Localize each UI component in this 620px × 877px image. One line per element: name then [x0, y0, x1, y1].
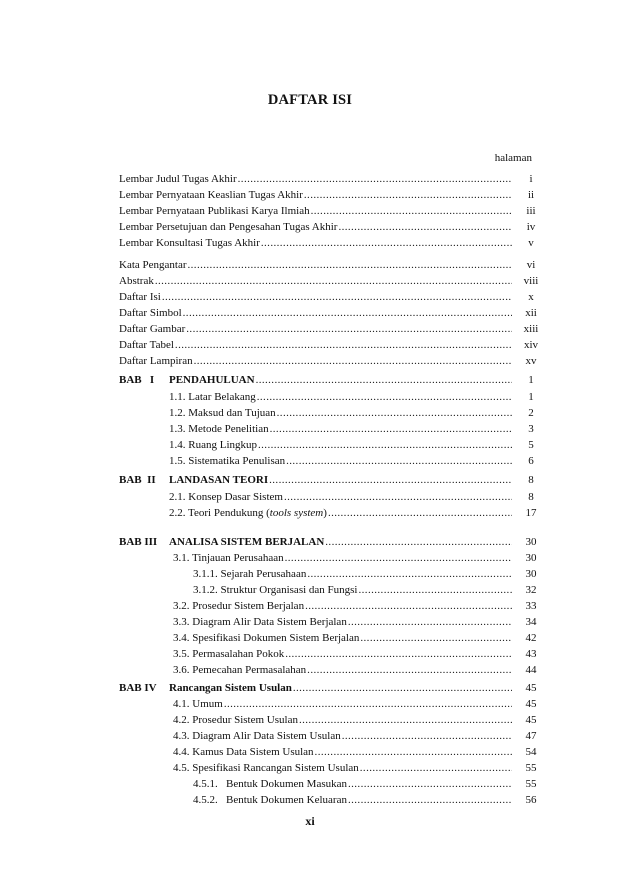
toc-row: [119, 761, 546, 775]
toc-entry-text: 3.1. Tinjauan Perusahaan: [173, 552, 284, 564]
toc-row: [119, 506, 546, 520]
toc-page-number: 30: [525, 568, 537, 580]
toc-entry-text: 4.3. Diagram Alir Data Sistem Usulan: [173, 730, 341, 742]
toc-page-number: 33: [525, 600, 537, 612]
toc-row: [119, 697, 546, 711]
toc-entry-text: Abstrak: [119, 275, 154, 287]
dot-leader: [307, 567, 512, 581]
dot-leader: [269, 473, 512, 487]
dot-leader: [348, 777, 512, 791]
toc-entry-text: 3.3. Diagram Alir Data Sistem Berjalan: [173, 616, 347, 628]
toc-page-number: 30: [525, 536, 537, 548]
toc-page-number: i: [529, 173, 533, 185]
dot-leader: [360, 761, 512, 775]
toc-row: [119, 713, 546, 727]
dot-leader: [270, 422, 512, 436]
toc-page-number: xv: [525, 355, 537, 367]
toc-page-number: 55: [525, 762, 537, 774]
toc-entry-text: Lembar Konsultasi Tugas Akhir: [119, 237, 260, 249]
dot-leader: [285, 551, 512, 565]
toc-entry-text: 2.1. Konsep Dasar Sistem: [169, 491, 283, 503]
page-title: DAFTAR ISI: [267, 92, 353, 108]
toc-page-number: 34: [525, 616, 537, 628]
toc-chapter-row: [119, 473, 546, 487]
toc-entry-text: 4.5.1. Bentuk Dokumen Masukan: [193, 778, 347, 790]
dot-leader: [277, 406, 512, 420]
toc-chapter-row: [119, 681, 546, 695]
toc-entry-text: 3.1.2. Struktur Organisasi dan Fungsi: [193, 584, 358, 596]
dot-leader: [194, 354, 512, 368]
dot-leader: [183, 306, 512, 320]
toc-row: [119, 354, 546, 368]
dot-leader: [162, 290, 512, 304]
dot-leader: [304, 188, 512, 202]
toc-page-number: iv: [526, 221, 536, 233]
toc-entry-text: 3.1.1. Sejarah Perusahaan: [193, 568, 307, 580]
toc-entry-text: 4.4. Kamus Data Sistem Usulan: [173, 746, 314, 758]
toc-row: [119, 551, 546, 565]
toc-entry-text: Daftar Lampiran: [119, 355, 193, 367]
dot-leader: [256, 373, 512, 387]
toc-page-number: xiii: [523, 323, 539, 335]
chapter-label: BAB III: [119, 536, 158, 548]
toc-page-number: iii: [526, 205, 536, 217]
toc-row: [119, 322, 546, 336]
toc-row: [119, 188, 546, 202]
dot-leader: [307, 663, 512, 677]
toc-entry-text: LANDASAN TEORI: [169, 474, 269, 486]
toc-page-number: 6: [528, 455, 534, 467]
toc-row: [119, 220, 546, 234]
toc-entry-text: Daftar Tabel: [119, 339, 174, 351]
toc-page-number: vi: [526, 259, 536, 271]
dot-leader: [342, 729, 512, 743]
toc-entry-text: 4.5.2. Bentuk Dokumen Keluaran: [193, 794, 347, 806]
toc-entry-text: ANALISA SISTEM BERJALAN: [169, 536, 325, 548]
toc-entry-text: Daftar Gambar: [119, 323, 186, 335]
toc-entry-text: Daftar Isi: [119, 291, 161, 303]
toc-entry-text: Daftar Simbol: [119, 307, 182, 319]
dot-leader: [359, 583, 513, 597]
toc-row: [119, 599, 546, 613]
toc-page-number: 32: [525, 584, 537, 596]
toc-chapter-row: [119, 535, 546, 549]
dot-leader: [257, 390, 512, 404]
toc-page-number: 5: [528, 439, 534, 451]
toc-entry-text: Rancangan Sistem Usulan: [169, 682, 292, 694]
toc-row: [119, 777, 546, 791]
toc-entry-text: 1.2. Maksud dan Tujuan: [169, 407, 276, 419]
toc-page-number: 8: [528, 491, 534, 503]
dot-leader: [311, 204, 512, 218]
toc-page-number: 8: [528, 474, 534, 486]
toc-entry-text: Lembar Persetujuan dan Pengesahan Tugas Akhir: [119, 221, 338, 233]
toc-row: [119, 390, 546, 404]
toc-entry-text: 3.5. Permasalahan Pokok: [173, 648, 285, 660]
toc-row: [119, 454, 546, 468]
toc-row: [119, 438, 546, 452]
toc-entry-text: 4.5. Spesifikasi Rancangan Sistem Usulan: [173, 762, 359, 774]
toc-page-number: 44: [525, 664, 537, 676]
page-column-header: halaman: [494, 152, 532, 164]
toc-entry-text: 4.1. Umum: [173, 698, 223, 710]
page-number: xi: [305, 814, 315, 828]
dot-leader: [286, 454, 512, 468]
dot-leader: [188, 258, 513, 272]
toc-row: [119, 290, 546, 304]
toc-page-number: 1: [528, 374, 534, 386]
toc-page-number: 1: [528, 391, 534, 403]
toc-entry-text: 3.4. Spesifikasi Dokumen Sistem Berjalan: [173, 632, 360, 644]
toc-entry-text: 3.6. Pemecahan Permasalahan: [173, 664, 307, 676]
toc-page-number: xii: [525, 307, 537, 319]
toc-page-number: 42: [525, 632, 537, 644]
dot-leader: [186, 322, 512, 336]
toc-row: [119, 615, 546, 629]
toc-page-number: ii: [527, 189, 535, 201]
toc-entry-text: Lembar Pernyataan Publikasi Karya Ilmiah: [119, 205, 310, 217]
chapter-label: BAB II: [119, 474, 156, 486]
dot-leader: [284, 490, 512, 504]
toc-row: [119, 793, 546, 807]
toc-row: [119, 663, 546, 677]
toc-row: [119, 172, 546, 186]
toc-row: [119, 422, 546, 436]
dot-leader: [261, 236, 512, 250]
toc-row: [119, 729, 546, 743]
dot-leader: [328, 506, 512, 520]
dot-leader: [315, 745, 512, 759]
toc-entry-text: Kata Pengantar: [119, 259, 187, 271]
toc-chapter-row: [119, 373, 546, 387]
toc-page-number: 17: [525, 507, 537, 519]
toc-page-number: v: [528, 237, 534, 249]
toc-entry-text: 1.3. Metode Penelitian: [169, 423, 269, 435]
dot-leader: [175, 338, 512, 352]
toc-row: [119, 631, 546, 645]
dot-leader: [348, 793, 512, 807]
toc-row: [119, 647, 546, 661]
dot-leader: [325, 535, 512, 549]
toc-entry-text: 3.2. Prosedur Sistem Berjalan: [173, 600, 305, 612]
dot-leader: [258, 438, 512, 452]
toc-entry-italic: tools system: [269, 507, 324, 519]
dot-leader: [293, 681, 512, 695]
dot-leader: [285, 647, 512, 661]
chapter-label: BAB I: [119, 374, 155, 386]
dot-leader: [338, 220, 512, 234]
dot-leader: [348, 615, 512, 629]
dot-leader: [224, 697, 512, 711]
toc-row: [119, 567, 546, 581]
dot-leader: [305, 599, 512, 613]
toc-page-number: 56: [525, 794, 537, 806]
toc-row: [119, 490, 546, 504]
dot-leader: [299, 713, 512, 727]
toc-entry-text: 1.1. Latar Belakang: [169, 391, 256, 403]
toc-row: [119, 583, 546, 597]
toc-row: [119, 306, 546, 320]
toc-row: [119, 406, 546, 420]
toc-page-number: 55: [525, 778, 537, 790]
toc-page-number: viii: [523, 275, 539, 287]
toc-entry-text: 1.4. Ruang Lingkup: [169, 439, 257, 451]
toc-entry-text: 2.2. Teori Pendukung (tools system): [169, 507, 327, 519]
toc-row: [119, 204, 546, 218]
chapter-label: BAB IV: [119, 682, 157, 694]
toc-page-number: 2: [528, 407, 534, 419]
dot-leader: [155, 274, 512, 288]
toc-page-number: 45: [525, 682, 537, 694]
toc-page-number: 54: [525, 746, 537, 758]
toc-page-number: 47: [525, 730, 537, 742]
toc-row: [119, 274, 546, 288]
toc-page-number: 30: [525, 552, 537, 564]
toc-page-number: 45: [525, 698, 537, 710]
dot-leader: [238, 172, 512, 186]
toc-row: [119, 236, 546, 250]
toc-entry-text: Lembar Judul Tugas Akhir: [119, 173, 237, 185]
toc-page-number: x: [528, 291, 534, 303]
toc-row: [119, 338, 546, 352]
toc-page-number: 3: [528, 423, 534, 435]
dot-leader: [360, 631, 512, 645]
toc-entry-text: 4.2. Prosedur Sistem Usulan: [173, 714, 298, 726]
toc-entry-text: 1.5. Sistematika Penulisan: [169, 455, 286, 467]
toc-entry-text: Lembar Pernyataan Keaslian Tugas Akhir: [119, 189, 303, 201]
toc-page-number: 45: [525, 714, 537, 726]
toc-entry-text: PENDAHULUAN: [169, 374, 255, 386]
toc-page-number: 43: [525, 648, 537, 660]
toc-page-number: xiv: [523, 339, 539, 351]
toc-row: [119, 258, 546, 272]
toc-row: [119, 745, 546, 759]
